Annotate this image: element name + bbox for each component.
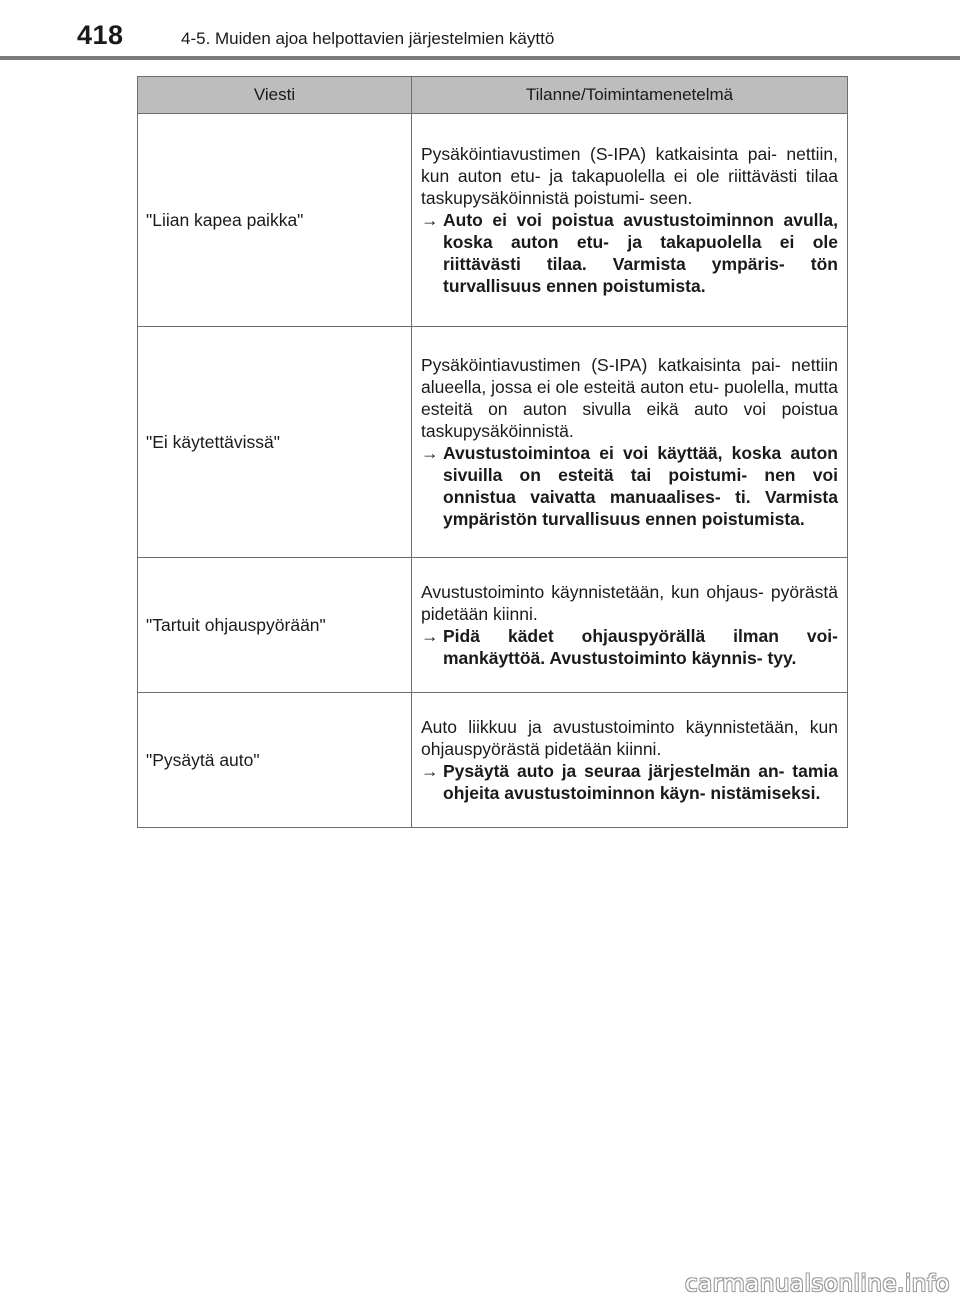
- table-row: [138, 693, 848, 828]
- page-number: 418: [77, 20, 124, 50]
- action-text: Pysäytä auto ja seuraa järjestelmän an- tamia ohjeita avustustoiminnon käyn- nistämiseksi.: [443, 760, 838, 803]
- message-cell: "Ei käytettävissä": [138, 327, 412, 558]
- message-table: [137, 76, 848, 828]
- header-rule: [0, 56, 960, 60]
- column-header-situation: Tilanne/Toimintamenetelmä: [412, 77, 848, 114]
- watermark-logo: carmanualsonline.info: [684, 1271, 950, 1297]
- description-text: Pysäköintiavustimen (S-IPA) katkaisinta pai- nettiin alueella, jossa ei ole esteitä auton etu- puolella, mutta esteitä on auton sivulla eikä auto voi poistua taskupysäköinnistä.: [421, 354, 838, 441]
- table-header-row: [138, 77, 848, 114]
- message-cell: "Liian kapea paikka": [138, 114, 412, 327]
- action-item: [421, 760, 838, 804]
- table-row: [138, 327, 848, 558]
- description-text: Avustustoiminto käynnistetään, kun ohjaus- pyörästä pidetään kiinni.: [421, 581, 838, 624]
- description-cell: [412, 114, 848, 327]
- description-text: Auto liikkuu ja avustustoiminto käynnistetään, kun ohjauspyörästä pidetään kiinni.: [421, 716, 838, 759]
- page-header: [0, 0, 960, 62]
- table-row: [138, 114, 848, 327]
- action-text: Auto ei voi poistua avustustoiminnon avulla, koska auton etu- ja takapuolella ei ole riittävästi tilaa. Varmista ympäris- tön turvallisuus ennen poistumista.: [443, 209, 838, 296]
- action-item: [421, 625, 838, 669]
- action-text: Pidä kädet ohjauspyörällä ilman voi- mankäyttöä. Avustustoiminto käynnis- tyy.: [443, 625, 838, 668]
- arrow-icon: →: [421, 625, 439, 646]
- action-item: [421, 209, 838, 297]
- description-cell: [412, 327, 848, 558]
- arrow-icon: →: [421, 442, 439, 463]
- action-item: [421, 442, 838, 530]
- action-text: Avustustoimintoa ei voi käyttää, koska auton sivuilla on esteitä tai poistumi- nen voi onnistua vaivatta manuaalises- ti. Varmista ympäristön turvallisuus ennen poistumista.: [443, 442, 838, 529]
- column-header-message: Viesti: [138, 77, 412, 114]
- arrow-icon: →: [421, 760, 439, 781]
- message-cell: "Tartuit ohjauspyörään": [138, 558, 412, 693]
- section-title: 4-5. Muiden ajoa helpottavien järjestelmien käyttö: [181, 29, 555, 48]
- description-text: Pysäköintiavustimen (S-IPA) katkaisinta pai- nettiin, kun auton etu- ja takapuolella ei ole riittävästi tilaa taskupysäköinnistä poistumi- seen.: [421, 143, 838, 208]
- description-cell: [412, 693, 848, 828]
- message-cell: "Pysäytä auto": [138, 693, 412, 828]
- arrow-icon: →: [421, 209, 439, 230]
- description-cell: [412, 558, 848, 693]
- table-row: [138, 558, 848, 693]
